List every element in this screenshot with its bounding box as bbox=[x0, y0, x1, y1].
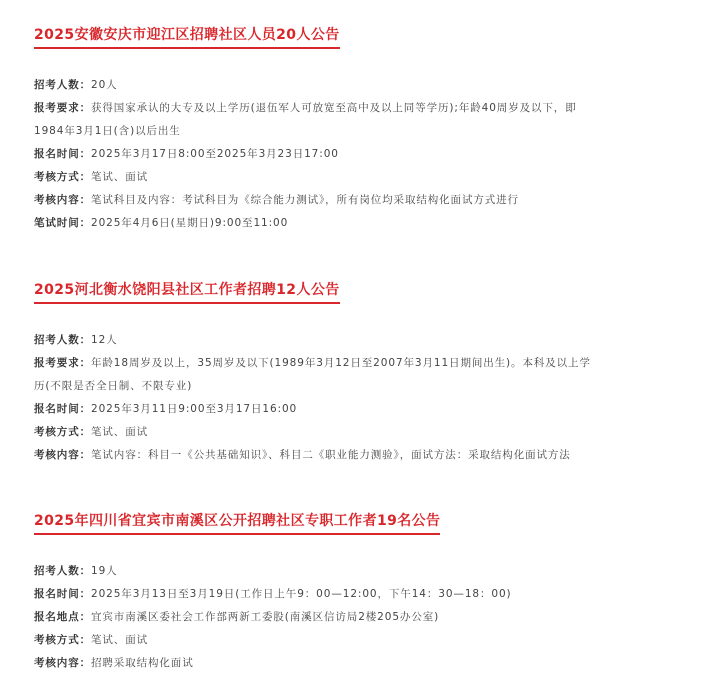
notice-nanxi bbox=[34, 510, 634, 675]
field-label: 报名地点： bbox=[34, 611, 91, 623]
field-row bbox=[34, 606, 634, 629]
field-label: 考核方式： bbox=[34, 171, 91, 183]
field-value: 笔试、面试 bbox=[91, 634, 148, 646]
field-row bbox=[34, 189, 594, 212]
field-value: 招聘采取结构化面试 bbox=[91, 657, 194, 669]
field-label: 报名时间： bbox=[34, 403, 91, 415]
field-label: 报考要求： bbox=[34, 102, 91, 114]
field-row bbox=[34, 629, 634, 652]
field-label: 考核方式： bbox=[34, 426, 91, 438]
field-value: 2025年3月17日8:00至2025年3月23日17:00 bbox=[91, 148, 339, 160]
field-label: 报名时间： bbox=[34, 148, 91, 160]
notice-fields bbox=[34, 329, 594, 467]
field-value: 宜宾市南溪区委社会工作部两新工委股(南溪区信访局2楼205办公室) bbox=[91, 611, 440, 623]
notice-fields bbox=[34, 74, 594, 235]
field-label: 笔试时间： bbox=[34, 217, 91, 229]
field-row bbox=[34, 143, 594, 166]
notice-title[interactable]: 2025年四川省宜宾市南溪区公开招聘社区专职工作者19名公告 bbox=[34, 510, 440, 535]
field-value: 2025年3月11日9:00至3月17日16:00 bbox=[91, 403, 298, 415]
field-value: 笔试、面试 bbox=[91, 171, 148, 183]
field-value: 20人 bbox=[91, 79, 118, 91]
field-row bbox=[34, 97, 594, 143]
field-row bbox=[34, 329, 594, 352]
field-value: 12人 bbox=[91, 334, 118, 346]
field-label: 报名时间： bbox=[34, 588, 91, 600]
field-row bbox=[34, 421, 594, 444]
field-row bbox=[34, 398, 594, 421]
field-row bbox=[34, 166, 594, 189]
field-value: 2025年4月6日(星期日)9:00至11:00 bbox=[91, 217, 289, 229]
notice-anqing bbox=[34, 24, 594, 235]
field-row bbox=[34, 352, 594, 398]
field-label: 招考人数： bbox=[34, 565, 91, 577]
notice-title[interactable]: 2025安徽安庆市迎江区招聘社区人员20人公告 bbox=[34, 24, 340, 49]
field-value: 笔试内容：科目一《公共基础知识》、科目二《职业能力测验》，面试方法：采取结构化面试方法 bbox=[91, 449, 571, 461]
notice-fields bbox=[34, 560, 634, 675]
field-value: 年龄18周岁及以上，35周岁及以下(1989年3月12日至2007年3月11日期间出生)。本科及以上学历(不限是否全日制、不限专业) bbox=[34, 357, 591, 392]
field-value: 笔试、面试 bbox=[91, 426, 148, 438]
field-row bbox=[34, 212, 594, 235]
field-row bbox=[34, 583, 634, 606]
field-label: 考核内容： bbox=[34, 194, 91, 206]
field-label: 招考人数： bbox=[34, 334, 91, 346]
notice-raoyang bbox=[34, 279, 594, 467]
field-value: 19人 bbox=[91, 565, 118, 577]
field-label: 招考人数： bbox=[34, 79, 91, 91]
field-label: 考核方式： bbox=[34, 634, 91, 646]
field-value: 2025年3月13日至3月19日(工作日上午9：00—12:00，下午14：30—18：00) bbox=[91, 588, 512, 600]
field-label: 考核内容： bbox=[34, 657, 91, 669]
field-label: 报考要求： bbox=[34, 357, 91, 369]
field-row bbox=[34, 74, 594, 97]
field-value: 获得国家承认的大专及以上学历(退伍军人可放宽至高中及以上同等学历);年龄40周岁及以下，即1984年3月1日(含)以后出生 bbox=[34, 102, 577, 137]
notice-title[interactable]: 2025河北衡水饶阳县社区工作者招聘12人公告 bbox=[34, 279, 340, 304]
field-row bbox=[34, 560, 634, 583]
field-row bbox=[34, 444, 594, 467]
field-value: 笔试科目及内容：考试科目为《综合能力测试》，所有岗位均采取结构化面试方式进行 bbox=[91, 194, 519, 206]
field-label: 考核内容： bbox=[34, 449, 91, 461]
field-row bbox=[34, 652, 634, 675]
